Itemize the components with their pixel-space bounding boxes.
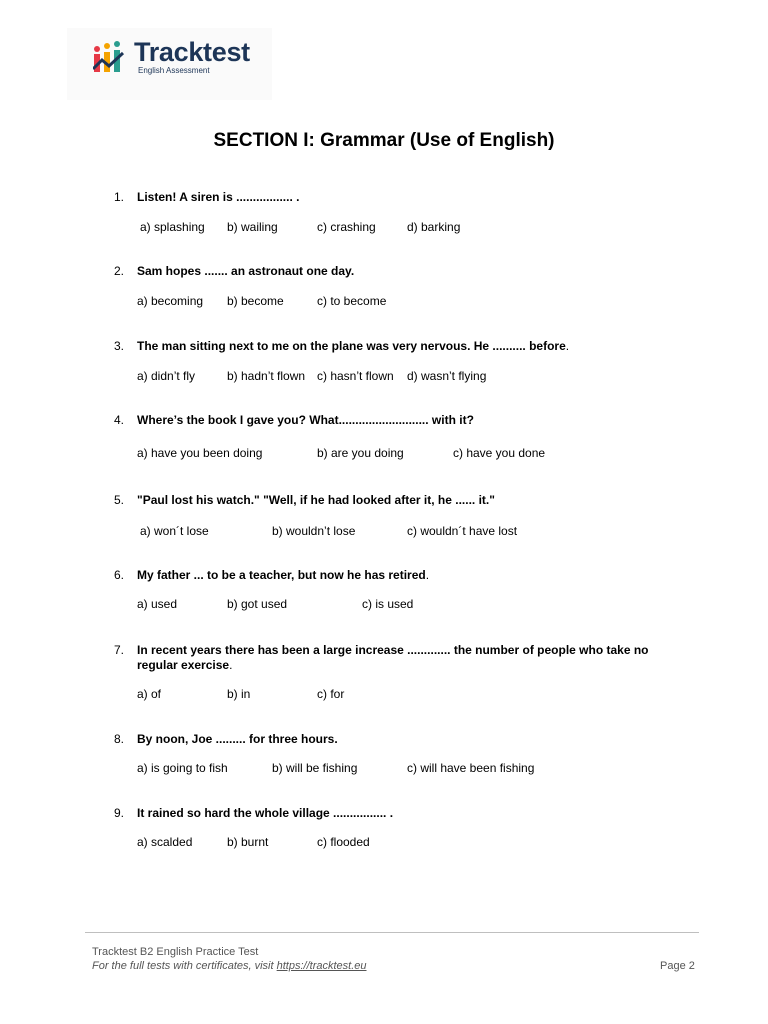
question-number: 3. [113, 339, 124, 353]
option-c: c) will have been fishing [407, 761, 535, 775]
logo-tagline: English Assessment [138, 66, 210, 75]
option-c: c) have you done [453, 446, 546, 460]
question-text: Sam hopes ....... an astronaut one day. [137, 264, 355, 278]
tracktest-logo [67, 28, 272, 100]
tracktest-logo-icon [93, 41, 125, 75]
question-number: 5. [113, 493, 124, 507]
option-c: c) hasn’t flown [317, 369, 394, 383]
option-a: a) won´t lose [140, 524, 209, 538]
question-number: 8. [113, 732, 124, 746]
option-a: a) didn’t fly [137, 369, 196, 383]
footer-divider [85, 932, 699, 933]
logo-name: Tracktest [134, 37, 250, 67]
option-b: b) got used [227, 597, 288, 611]
question-text: Where’s the book I gave you? What........................... with it? [137, 413, 474, 427]
option-b: b) hadn’t flown [227, 369, 306, 383]
question-text: By noon, Joe ......... for three hours. [137, 732, 338, 746]
question-text: In recent years there has been a large increase ............. the number of people who take no regular exercise. [137, 643, 649, 672]
question-text: The man sitting next to me on the plane was very nervous. He .......... before. [137, 339, 570, 353]
question-number: 9. [113, 806, 124, 820]
option-a: a) splashing [140, 220, 205, 234]
option-c: c) wouldn´t have lost [407, 524, 518, 538]
option-b: b) in [227, 687, 251, 701]
tracktest-link[interactable]: https://tracktest.eu [276, 960, 367, 972]
option-b: b) become [227, 294, 284, 308]
option-c: c) flooded [317, 835, 370, 849]
page-number: Page 2 [660, 960, 695, 972]
question-text: Listen! A siren is ................. . [137, 190, 300, 204]
option-b: b) wouldn’t lose [272, 524, 356, 538]
option-a: a) scalded [137, 835, 193, 849]
option-b: b) burnt [227, 835, 269, 849]
option-a: a) is going to fish [137, 761, 228, 775]
option-b: b) are you doing [317, 446, 404, 460]
option-c: c) to become [317, 294, 387, 308]
question-number: 4. [113, 413, 124, 427]
option-d: d) barking [407, 220, 461, 234]
question-number: 6. [113, 568, 124, 582]
option-d: d) wasn’t flying [407, 369, 487, 383]
question-number: 2. [113, 264, 124, 278]
question-text: My father ... to be a teacher, but now he has retired. [137, 568, 430, 582]
section-title: SECTION I: Grammar (Use of English) [213, 130, 555, 151]
footer-visit-text: For the full tests with certificates, visit https://tracktest.eu [92, 960, 367, 972]
option-c: c) crashing [317, 220, 376, 234]
footer-test-name: Tracktest B2 English Practice Test [92, 946, 259, 958]
option-b: b) will be fishing [272, 761, 358, 775]
option-c: c) is used [362, 597, 414, 611]
question-text: "Paul lost his watch." "Well, if he had looked after it, he ...... it." [137, 493, 495, 507]
option-a: a) becoming [137, 294, 204, 308]
question-number: 1. [113, 190, 124, 204]
option-c: c) for [317, 687, 345, 701]
option-a: a) used [137, 597, 178, 611]
question-text: It rained so hard the whole village ................ . [137, 806, 394, 820]
option-b: b) wailing [227, 220, 278, 234]
option-a: a) have you been doing [137, 446, 263, 460]
option-a: a) of [137, 687, 162, 701]
question-number: 7. [113, 643, 124, 657]
